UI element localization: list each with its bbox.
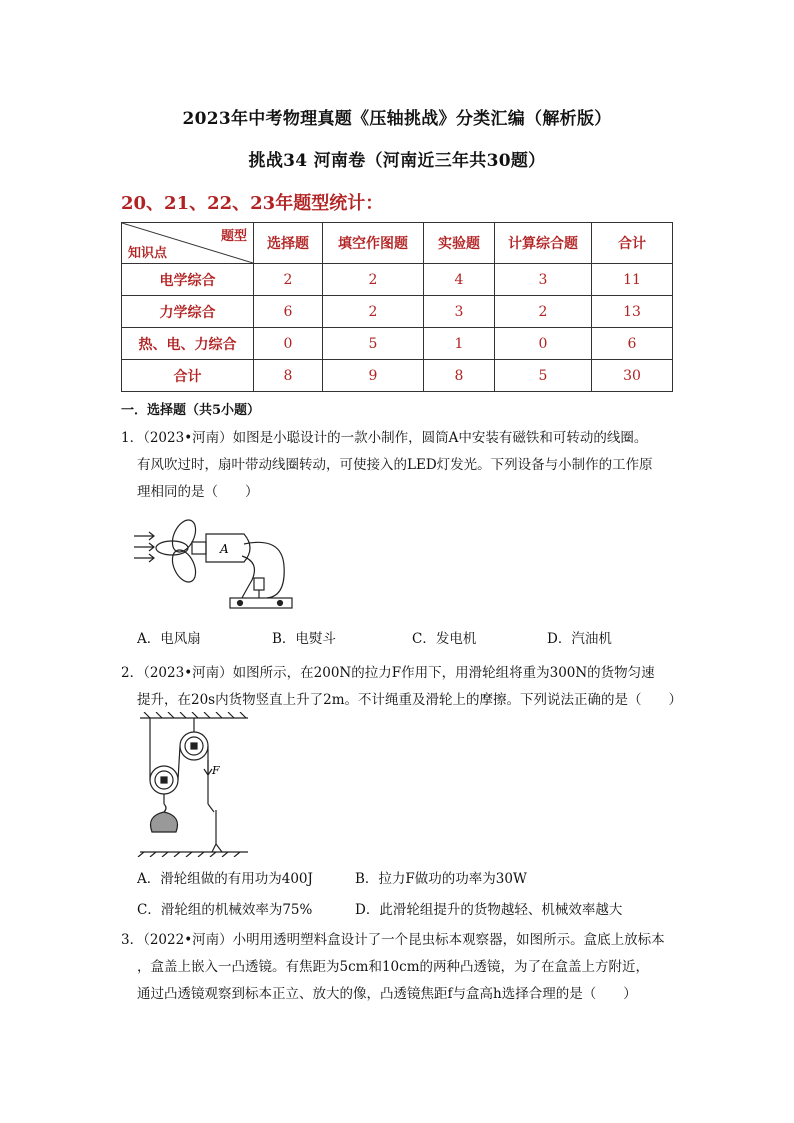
table-cell: 8 [254,360,323,392]
stats-corner-cell [122,223,254,264]
question-1 [121,425,681,506]
row-label: 电学综合 [122,264,254,296]
table-cell: 4 [424,264,495,296]
table-cell: 11 [592,264,673,296]
col-header: 填空作图题 [323,223,424,264]
question-line: 1．（2023•河南）如图是小聪设计的一款小制作，圆筒A中安装有磁铁和可转动的线圈。 [121,430,648,446]
table-row [122,264,673,296]
option-a[interactable]: A．电风扇 [137,631,201,647]
question-3 [121,927,681,1008]
section-title: 一．选择题（共5小题） [121,403,261,418]
table-cell: 0 [495,328,592,360]
question-2 [121,660,681,714]
question-line: 理相同的是（ ） [137,484,259,500]
table-cell: 0 [254,328,323,360]
col-header: 合计 [592,223,673,264]
table-cell: 8 [424,360,495,392]
table-row [122,296,673,328]
table-cell: 9 [323,360,424,392]
table-cell: 13 [592,296,673,328]
row-label: 热、电、力综合 [122,328,254,360]
page-subtitle: 挑战34 河南卷（河南近三年共30题） [248,151,546,171]
option-d[interactable]: D．汽油机 [547,631,612,647]
stats-header-row [122,223,673,264]
table-cell: 2 [254,264,323,296]
question-line: 3．（2022•河南）小明用透明塑料盒设计了一个昆虫标本观察器，如图所示。盒底上放标本 [121,932,665,948]
question-line: 通过凸透镜观察到标本正立、放大的像，凸透镜焦距f与盒高h选择合理的是（ ） [137,986,637,1002]
table-cell: 5 [323,328,424,360]
table-cell: 2 [323,264,424,296]
row-label: 力学综合 [122,296,254,328]
table-cell: 1 [424,328,495,360]
question-line: 提升，在20s内货物竖直上升了2m。不计绳重及滑轮上的摩擦。下列说法正确的是（ ） [137,692,682,708]
table-cell: 2 [495,296,592,328]
table-row [122,360,673,392]
col-header: 选择题 [254,223,323,264]
table-cell: 3 [424,296,495,328]
question-line: ，盒盖上嵌入一凸透镜。有焦距为5cm和10cm的两种凸透镜，为了在盒盖上方附近， [137,959,649,975]
table-cell: 6 [254,296,323,328]
figure-label-a: A [220,542,229,556]
option-a[interactable]: A．滑轮组做的有用功为400J [137,871,313,887]
table-cell: 3 [495,264,592,296]
corner-label-top: 题型 [220,229,247,244]
option-c[interactable]: C．发电机 [412,631,477,647]
table-cell: 6 [592,328,673,360]
question-line: 2．（2023•河南）如图所示，在200N的拉力F作用下，用滑轮组将重为300N的货物匀速 [121,665,655,681]
option-c[interactable]: C．滑轮组的机械效率为75% [137,902,313,918]
corner-label-bottom: 知识点 [128,246,168,261]
question-line: 有风吹过时，扇叶带动线圈转动，可使接入的LED灯发光。下列设备与小制作的工作原 [137,457,653,473]
figure-label-f: F [212,764,220,777]
fan-generator-figure [132,516,297,616]
table-row [122,328,673,360]
col-header: 实验题 [424,223,495,264]
table-cell: 2 [323,296,424,328]
option-b[interactable]: B．拉力F做功的功率为30W [355,871,527,887]
stats-heading: 20、21、22、23年题型统计： [121,193,384,214]
row-label: 合计 [122,360,254,392]
page-title: 2023年中考物理真题《压轴挑战》分类汇编（解析版） [182,109,612,129]
pulley-system-figure [136,712,256,857]
option-b[interactable]: B．电熨斗 [272,631,336,647]
table-cell: 5 [495,360,592,392]
table-cell: 30 [592,360,673,392]
option-d[interactable]: D．此滑轮组提升的货物越轻、机械效率越大 [355,902,623,918]
stats-table [121,222,673,392]
col-header: 计算综合题 [495,223,592,264]
